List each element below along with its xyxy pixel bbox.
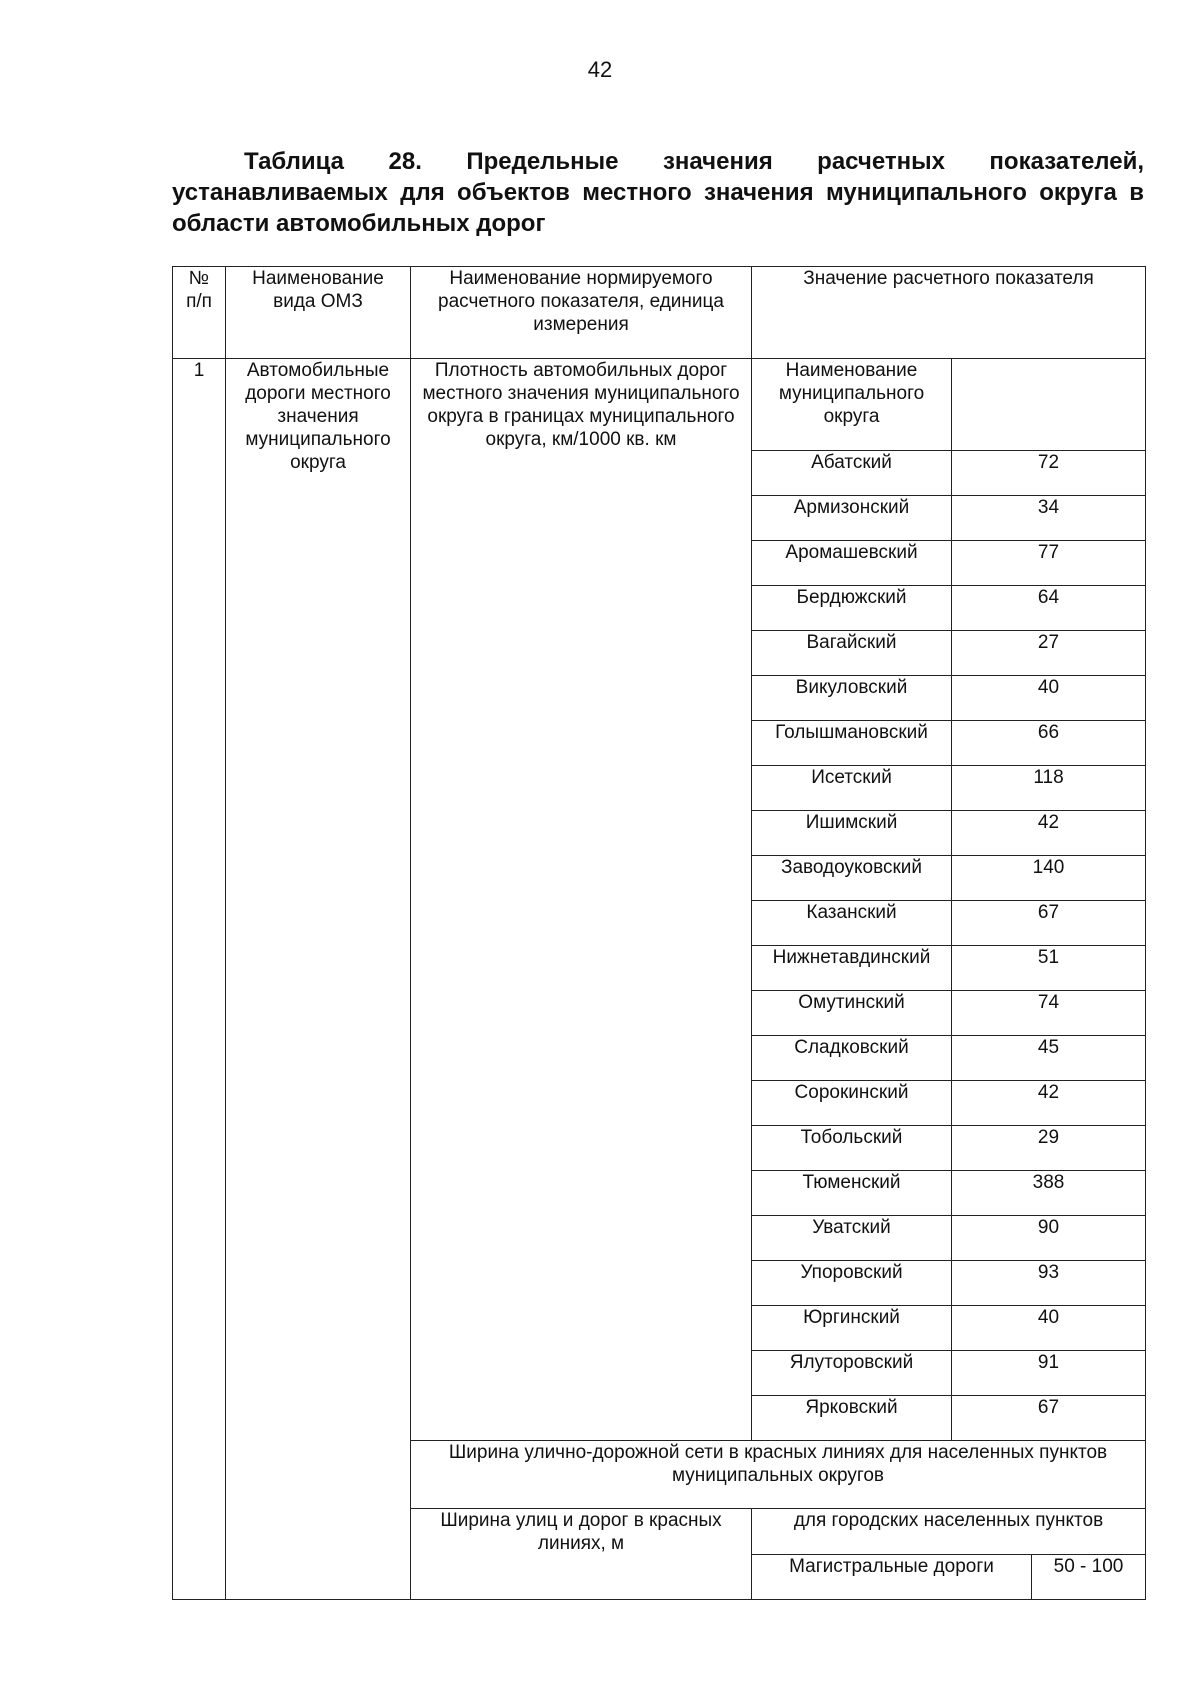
district-value: 51 [952, 946, 1146, 991]
district-name: Тобольский [752, 1126, 952, 1171]
district-value: 140 [952, 856, 1146, 901]
district-name: Ярковский [752, 1396, 952, 1441]
road-type: Магистральные дороги [752, 1555, 1032, 1600]
district-value: 45 [952, 1036, 1146, 1081]
district-name: Сладковский [752, 1036, 952, 1081]
district-value: 74 [952, 991, 1146, 1036]
header-num: № п/п [173, 267, 226, 359]
district-name: Аромашевский [752, 541, 952, 586]
district-name: Абатский [752, 451, 952, 496]
district-value: 64 [952, 586, 1146, 631]
district-name: Тюменский [752, 1171, 952, 1216]
district-value: 90 [952, 1216, 1146, 1261]
table-title-text: Предельные значения расчетных показателей, устанавливаемых для объектов местного значения муниципального округа в области автомобильных дорог [172, 148, 1145, 237]
width-indicator: Ширина улиц и дорог в красных линиях, м [411, 1509, 752, 1600]
district-name: Ишимский [752, 811, 952, 856]
road-indicators-table [172, 266, 1146, 1600]
table-title-label: Таблица 28. [244, 148, 422, 175]
district-value: 67 [952, 901, 1146, 946]
district-value: 93 [952, 1261, 1146, 1306]
district-value: 29 [952, 1126, 1146, 1171]
district-name: Голышмановский [752, 721, 952, 766]
district-value: 27 [952, 631, 1146, 676]
row-1-omz: Автомобильные дороги местного значения муниципального округа [226, 359, 411, 1600]
urban-heading: для городских населенных пунктов [752, 1509, 1146, 1555]
district-name: Уватский [752, 1216, 952, 1261]
district-name: Нижнетавдинский [752, 946, 952, 991]
district-name: Казанский [752, 901, 952, 946]
page-number: 42 [587, 57, 613, 82]
district-value: 77 [952, 541, 1146, 586]
header-value: Значение расчетного показателя [752, 267, 1146, 359]
district-value: 91 [952, 1351, 1146, 1396]
header-indicator: Наименование нормируемого расчетного показателя, единица измерения [411, 267, 752, 359]
district-name: Омутинский [752, 991, 952, 1036]
width-heading: Ширина улично-дорожной сети в красных линиях для населенных пунктов муниципальных округов [411, 1441, 1146, 1509]
row-1-indicator: Плотность автомобильных дорог местного значения муниципального округа в границах муниципального округа, км/1000 кв. км [411, 359, 752, 1441]
district-value-header [952, 359, 1146, 451]
district-name: Упоровский [752, 1261, 952, 1306]
district-name: Заводоуковский [752, 856, 952, 901]
district-name: Исетский [752, 766, 952, 811]
district-name: Армизонский [752, 496, 952, 541]
district-value: 40 [952, 1306, 1146, 1351]
district-name: Юргинский [752, 1306, 952, 1351]
district-name-header: Наименование муниципального округа [752, 359, 952, 451]
district-value: 388 [952, 1171, 1146, 1216]
district-value: 42 [952, 811, 1146, 856]
district-name: Викуловский [752, 676, 952, 721]
district-value: 72 [952, 451, 1146, 496]
district-value: 40 [952, 676, 1146, 721]
header-row [173, 267, 1146, 359]
row-1-first [173, 359, 1146, 451]
district-value: 34 [952, 496, 1146, 541]
district-name: Ялуторовский [752, 1351, 952, 1396]
row-1-num: 1 [173, 359, 226, 1600]
district-value: 67 [952, 1396, 1146, 1441]
district-value: 42 [952, 1081, 1146, 1126]
district-value: 66 [952, 721, 1146, 766]
district-value: 118 [952, 766, 1146, 811]
header-omz: Наименование вида ОМЗ [226, 267, 411, 359]
district-name: Сорокинский [752, 1081, 952, 1126]
district-name: Вагайский [752, 631, 952, 676]
table-title [172, 146, 1144, 239]
road-value: 50 - 100 [1032, 1555, 1146, 1600]
district-name: Бердюжский [752, 586, 952, 631]
